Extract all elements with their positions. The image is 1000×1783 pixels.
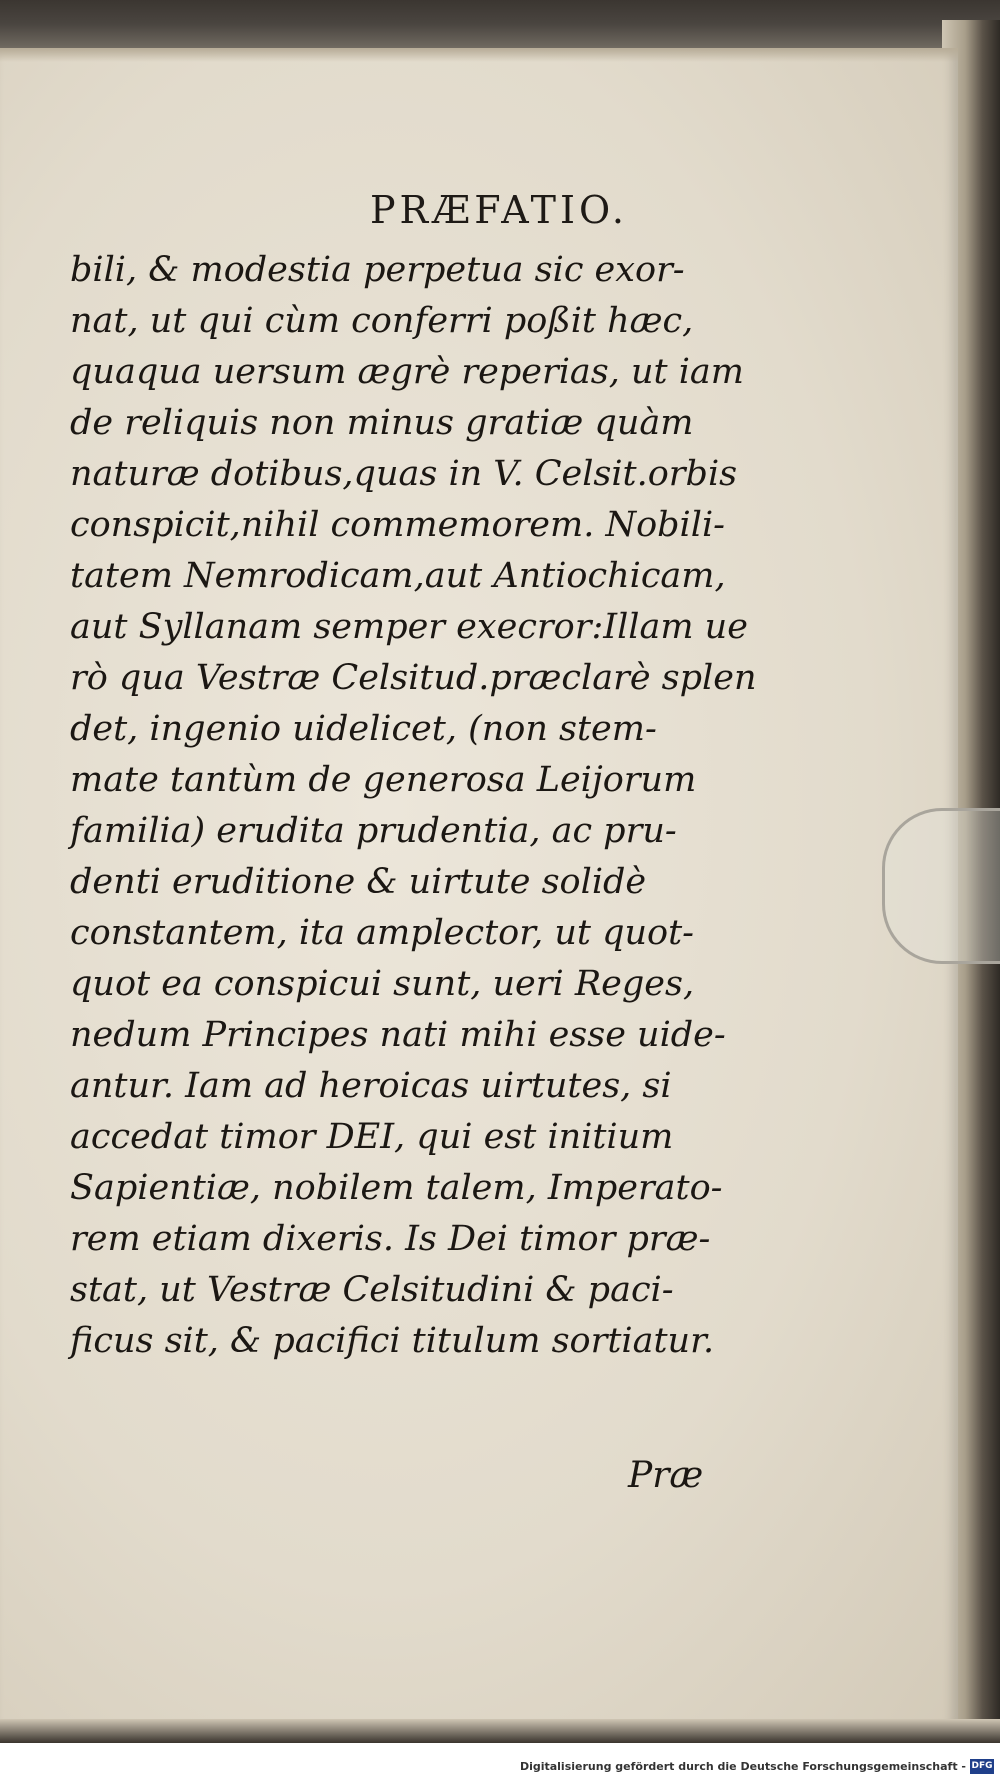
text-line: denti eruditione & uirtute solidè [70,862,647,902]
text-line: constantem, ita amplector, ut quot- [70,913,695,953]
text-line: aut Syllanam semper execror:Illam ue [70,607,748,647]
footer-bar [0,1743,1000,1783]
funding-credit: Digitalisierung gefördert durch die Deutsche Forschungsgemeinschaft - [519,1760,966,1773]
catchword: Præ [628,1455,704,1496]
text-line: mate tantùm de generosa Leijorum [70,760,697,800]
text-line: accedat timor DEI, qui est initium [70,1117,674,1157]
page-clip [882,808,1000,964]
text-line: quaqua uersum ægrè reperias, ut iam [70,352,744,392]
text-line: stat, ut Vestræ Celsitudini & paci- [70,1270,674,1310]
text-line: det, ingenio uidelicet, (non stem- [70,709,657,749]
text-line: tatem Nemrodicam,aut Antiochicam, [70,556,726,596]
text-line: familia) erudita prudentia, ac pru- [70,811,677,851]
text-line: conspicit,nihil commemorem. Nobili- [70,505,725,545]
book-bottom-edge [0,1719,1000,1743]
text-line: naturæ dotibus,quas in V. Celsit.orbis [70,454,738,494]
text-line: nedum Principes nati mihi esse uide- [70,1015,726,1055]
text-line: Sapientiæ, nobilem talem, Imperato- [70,1168,723,1208]
text-line: de reliquis non minus gratiæ quàm [70,403,694,443]
text-line: quot ea conspicui sunt, ueri Reges, [70,964,695,1004]
text-line: ficus sit, & pacifici titulum sortiatur. [70,1321,715,1361]
text-line: nat, ut qui cùm conferri poßit hæc, [70,301,694,341]
text-line: rò qua Vestræ Celsitud.præclarè splen [70,658,757,698]
text-line: bili, & modestia perpetua sic exor- [70,250,685,290]
text-block [70,245,757,1367]
dfg-logo: DFG [970,1759,994,1774]
text-line: rem etiam dixeris. Is Dei timor præ- [70,1219,711,1259]
text-line: antur. Iam ad heroicas uirtutes, si [70,1066,672,1106]
page-header: PRÆFATIO. [369,188,628,232]
